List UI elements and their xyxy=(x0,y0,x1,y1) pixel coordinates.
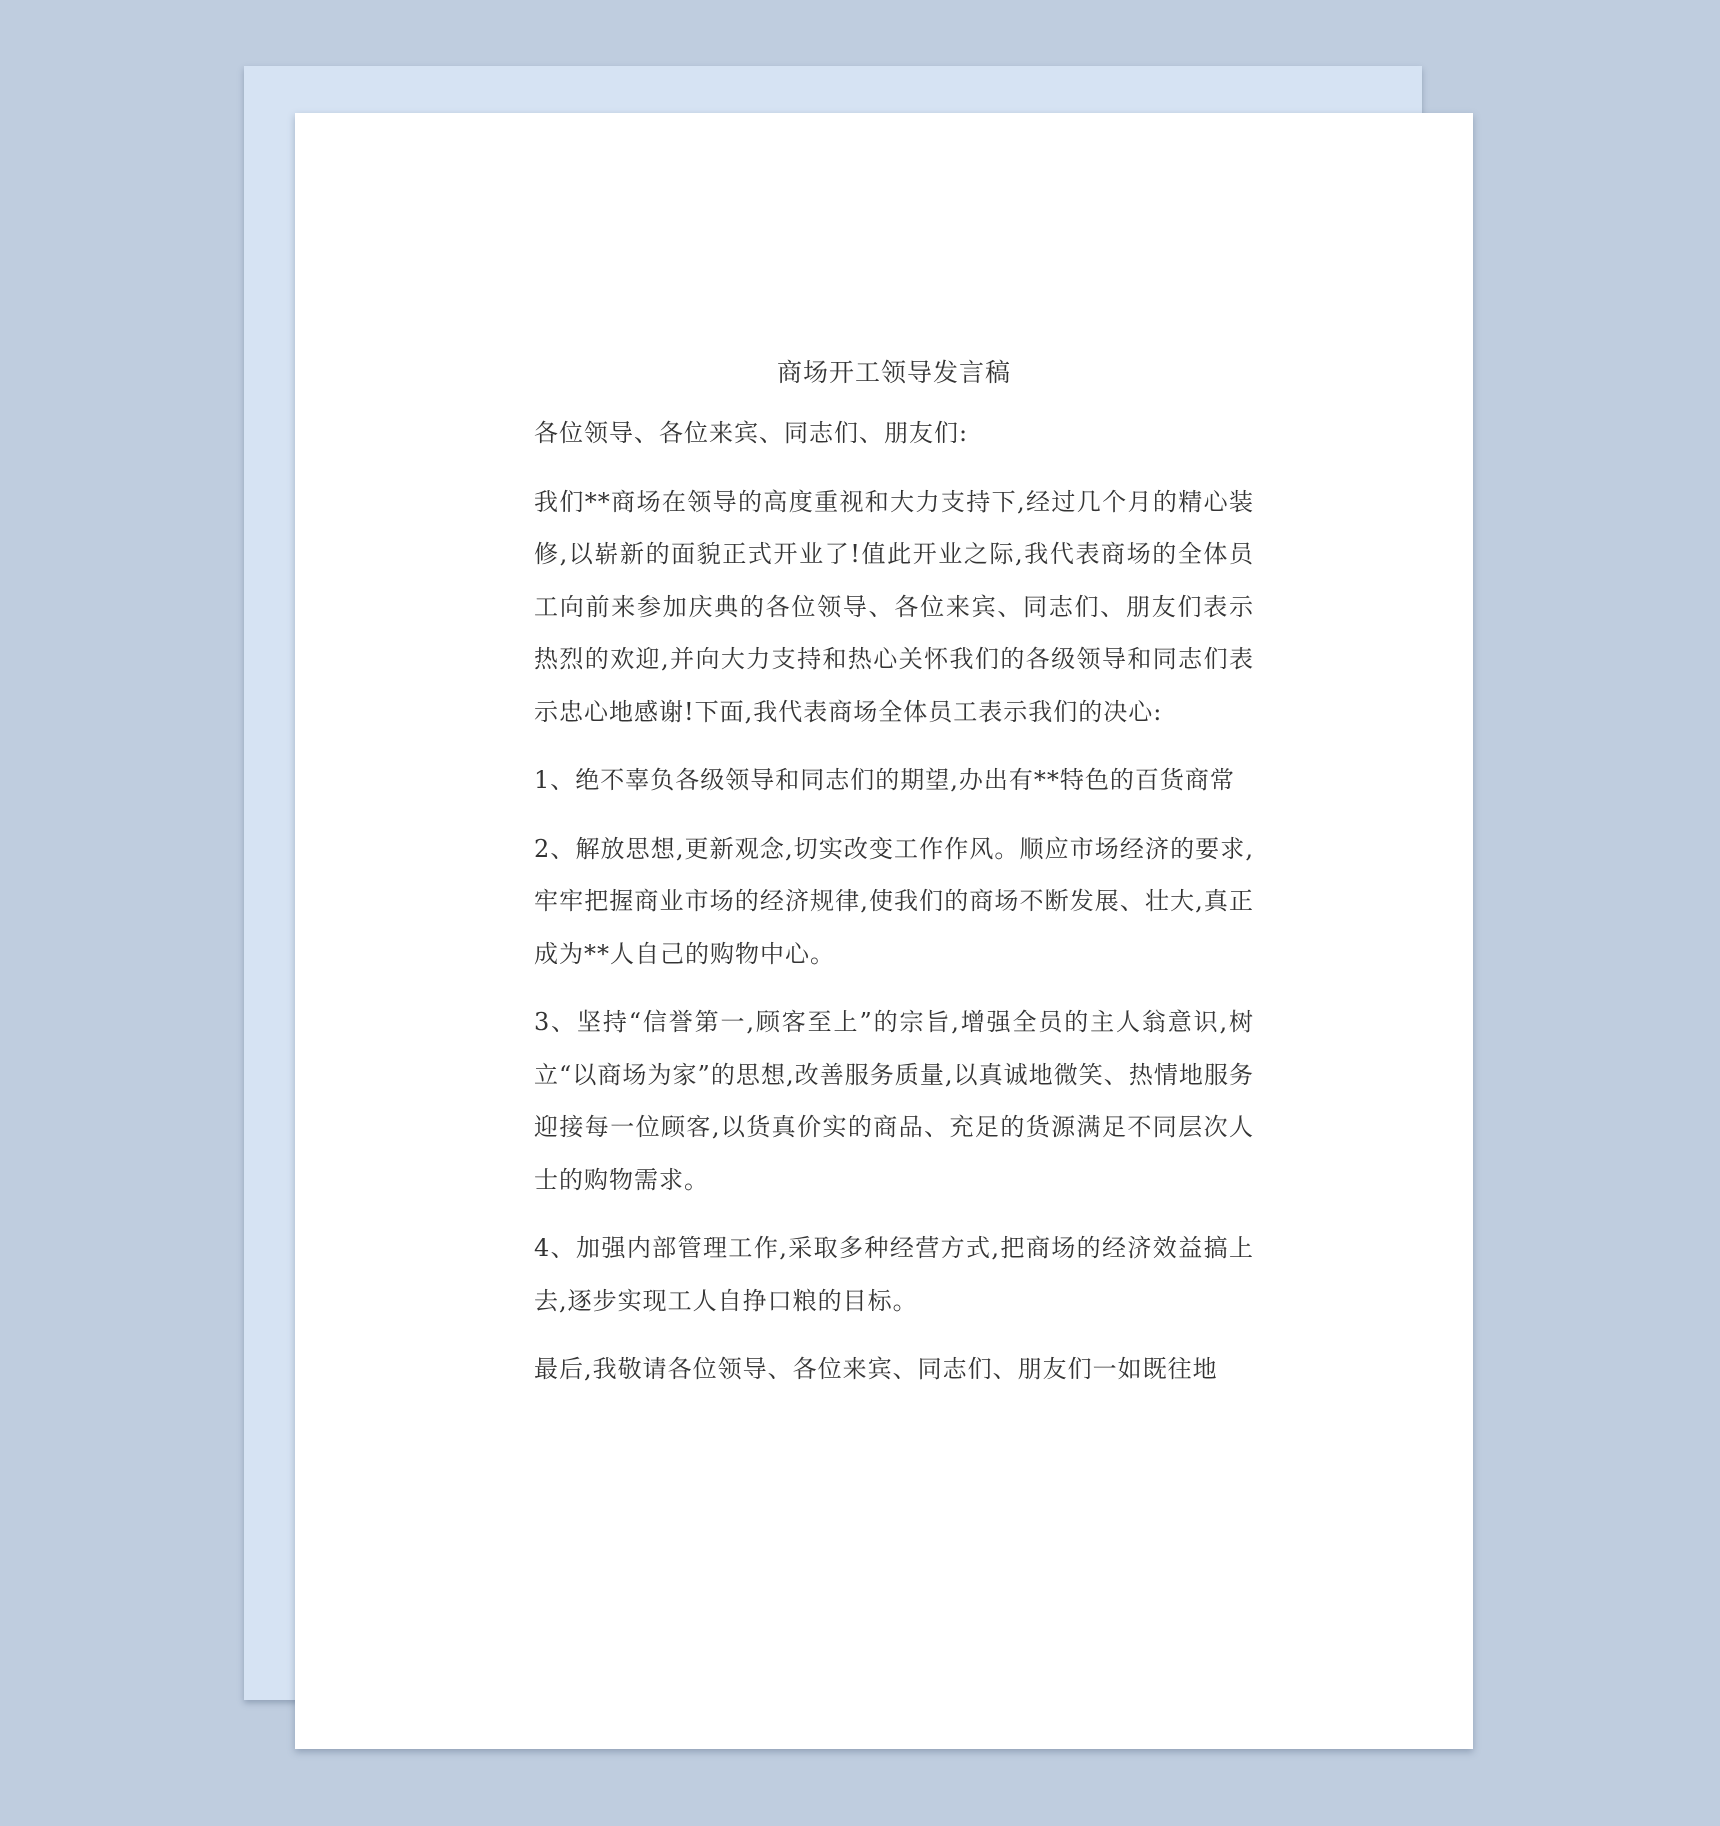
paragraph-intro: 我们**商场在领导的高度重视和大力支持下,经过几个月的精心装修,以崭新的面貌正式开业了!值此开业之际,我代表商场的全体员工向前来参加庆典的各位领导、各位来宾、同志们、朋友们表示热烈的欢迎,并向大力支持和热心关怀我们的各级领导和同志们表示忠心地感谢!下面,我代表商场全体员工表示我们的决心: xyxy=(534,487,1254,726)
document-body xyxy=(534,353,1254,1412)
paragraph-item-3: 3、坚持“信誉第一,顾客至上”的宗旨,增强全员的主人翁意识,树立“以商场为家”的思想,改善服务质量,以真诚地微笑、热情地服务迎接每一位顾客,以货真价实的商品、充足的货源满足不同层次人士的购物需求。 xyxy=(534,1008,1254,1194)
document-title: 商场开工领导发言稿 xyxy=(776,358,1011,387)
paragraph-item-4: 4、加强内部管理工作,采取多种经营方式,把商场的经济效益搞上去,逐步实现工人自挣口粮的目标。 xyxy=(534,1234,1254,1315)
paragraph-item-2: 2、解放思想,更新观念,切实改变工作作风。顺应市场经济的要求,牢牢把握商业市场的经济规律,使我们的商场不断发展、壮大,真正成为**人自己的购物中心。 xyxy=(534,834,1254,968)
paragraph-closing: 最后,我敬请各位领导、各位来宾、同志们、朋友们一如既往地 xyxy=(534,1355,1218,1383)
paragraph-item-1: 1、绝不辜负各级领导和同志们的期望,办出有**特色的百货商常 xyxy=(534,766,1235,794)
greeting-line: 各位领导、各位来宾、同志们、朋友们: xyxy=(534,419,969,447)
document-page xyxy=(295,113,1473,1749)
